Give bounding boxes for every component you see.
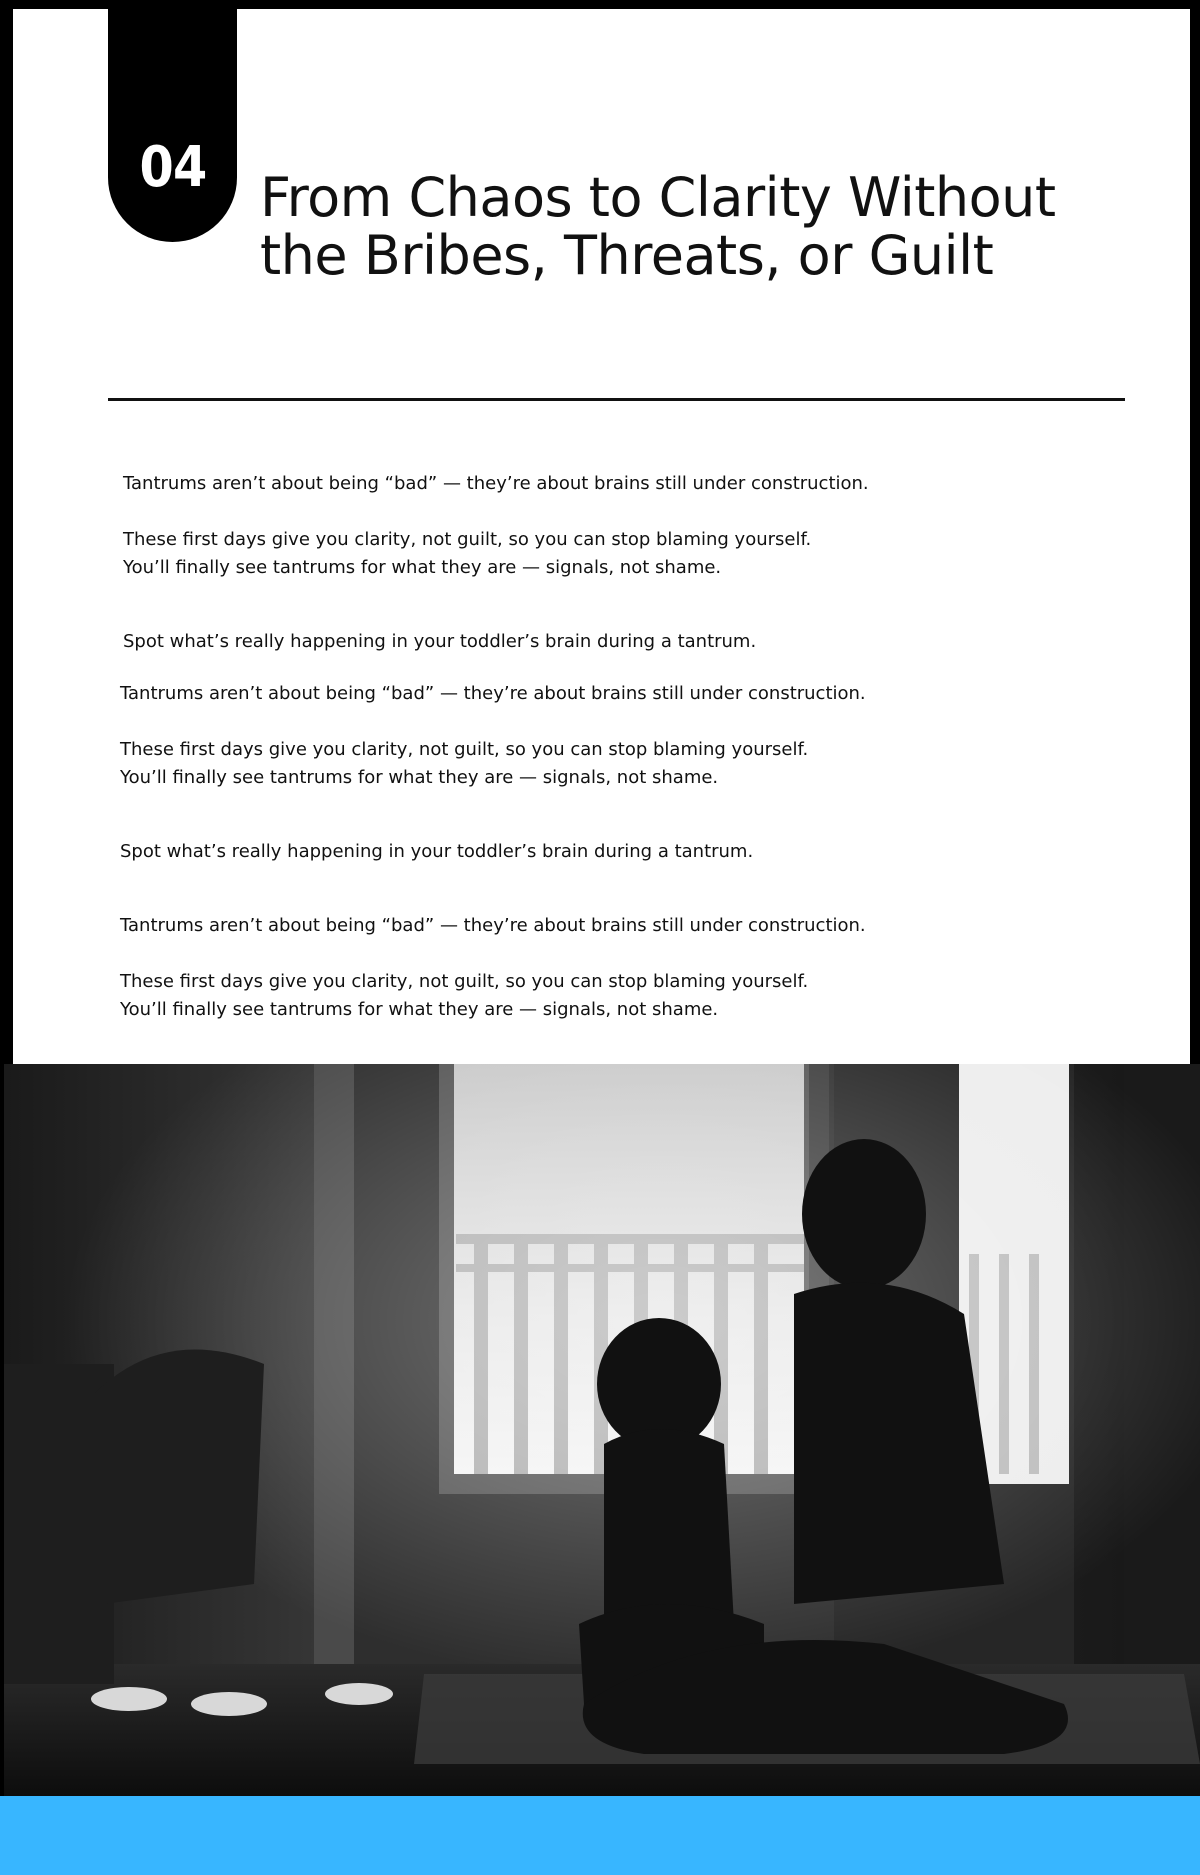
mother-and-toddler-photo [4, 1064, 1200, 1796]
page-title: From Chaos to Clarity Without the Bribes, Threats, or Guilt [260, 166, 1056, 287]
paragraph-11: You’ll finally see tantrums for what they are — signals, not shame. [120, 999, 719, 1020]
paragraph-8: Spot what’s really happening in your toddler’s brain during a tantrum. [120, 841, 754, 862]
paragraph-3: You’ll finally see tantrums for what they are — signals, not shame. [123, 557, 722, 578]
paragraph-10: These first days give you clarity, not guilt, so you can stop blaming yourself. [120, 971, 809, 992]
paragraph-4: Spot what’s really happening in your toddler’s brain during a tantrum. [123, 631, 757, 652]
paragraph-9: Tantrums aren’t about being “bad” — they’re about brains still under construction. [120, 915, 866, 936]
footer-bar [0, 1796, 1200, 1875]
paragraph-5: Tantrums aren’t about being “bad” — they’re about brains still under construction. [120, 683, 866, 704]
paragraph-2: These first days give you clarity, not guilt, so you can stop blaming yourself. [123, 529, 812, 550]
paragraph-1: Tantrums aren’t about being “bad” — they’re about brains still under construction. [123, 473, 869, 494]
divider [108, 398, 1125, 401]
chapter-number: 04 [139, 135, 206, 200]
paragraph-6: These first days give you clarity, not guilt, so you can stop blaming yourself. [120, 739, 809, 760]
chapter-badge [108, 9, 237, 242]
paragraph-7: You’ll finally see tantrums for what they are — signals, not shame. [120, 767, 719, 788]
